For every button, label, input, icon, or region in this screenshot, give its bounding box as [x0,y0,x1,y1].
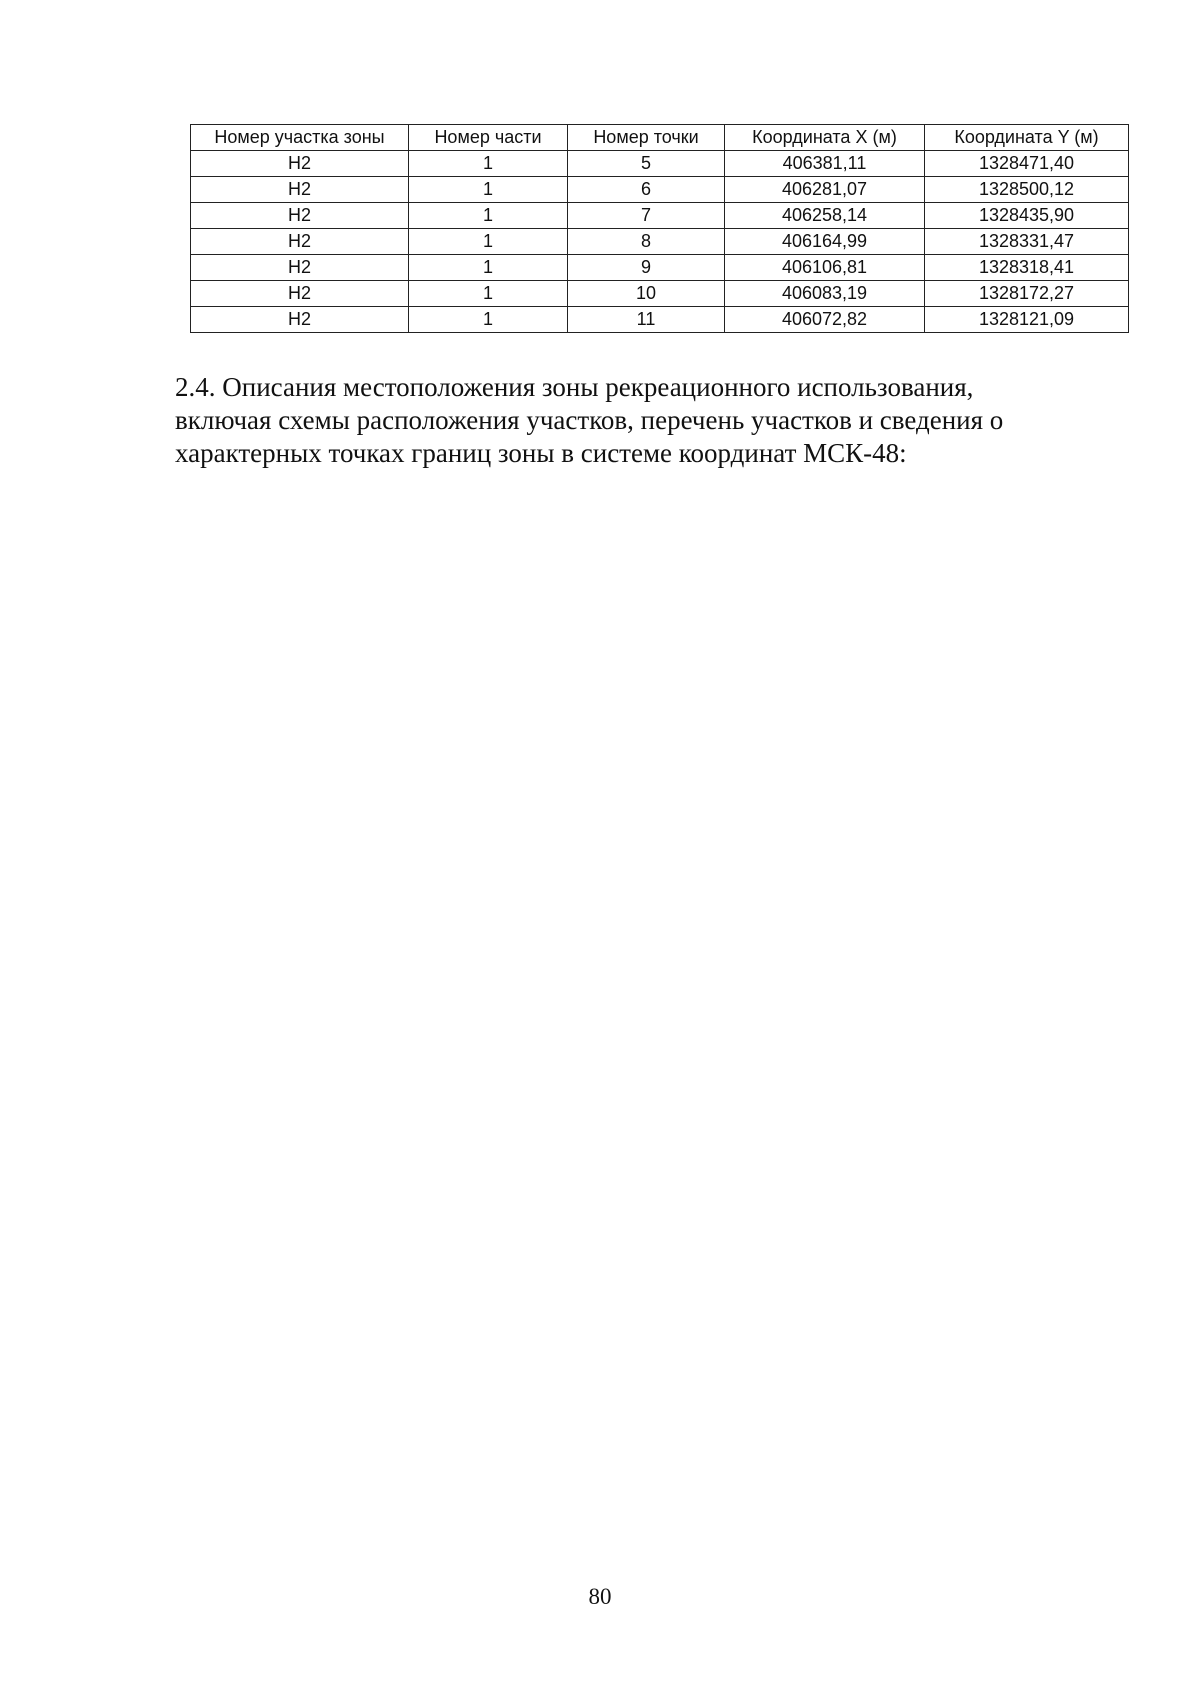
cell-point: 7 [568,203,725,229]
table-row [191,229,1129,255]
cell-point: 11 [568,307,725,333]
header-coordinate-x: Координата X (м) [725,125,925,151]
cell-point: 9 [568,255,725,281]
cell-coord-y: 1328471,40 [925,151,1129,177]
cell-coord-y: 1328435,90 [925,203,1129,229]
table-header [191,125,1129,151]
cell-coord-x: 406072,82 [725,307,925,333]
cell-zone-plot: Н2 [191,255,409,281]
cell-coord-y: 1328318,41 [925,255,1129,281]
table-row [191,151,1129,177]
cell-coord-x: 406164,99 [725,229,925,255]
table-header-row [191,125,1129,151]
header-part-number: Номер части [409,125,568,151]
cell-part: 1 [409,229,568,255]
cell-coord-y: 1328121,09 [925,307,1129,333]
cell-point: 5 [568,151,725,177]
cell-part: 1 [409,151,568,177]
header-zone-plot-number: Номер участка зоны [191,125,409,151]
cell-zone-plot: Н2 [191,281,409,307]
cell-zone-plot: Н2 [191,307,409,333]
cell-coord-x: 406381,11 [725,151,925,177]
section-paragraph [175,371,1105,470]
table-row [191,203,1129,229]
cell-zone-plot: Н2 [191,151,409,177]
cell-coord-x: 406281,07 [725,177,925,203]
section-line: 2.4. Описания местоположения зоны рекреационного использования, [175,372,974,402]
table-body [191,151,1129,333]
table-row [191,281,1129,307]
coordinates-table [190,124,1129,333]
table-row [191,307,1129,333]
cell-part: 1 [409,255,568,281]
cell-coord-y: 1328331,47 [925,229,1129,255]
cell-part: 1 [409,281,568,307]
cell-part: 1 [409,203,568,229]
cell-coord-x: 406083,19 [725,281,925,307]
header-coordinate-y: Координата Y (м) [925,125,1129,151]
cell-coord-x: 406106,81 [725,255,925,281]
cell-zone-plot: Н2 [191,203,409,229]
page-number: 80 [588,1584,612,1609]
cell-part: 1 [409,177,568,203]
cell-zone-plot: Н2 [191,177,409,203]
cell-point: 8 [568,229,725,255]
header-point-number: Номер точки [568,125,725,151]
cell-coord-y: 1328500,12 [925,177,1129,203]
cell-coord-y: 1328172,27 [925,281,1129,307]
cell-point: 6 [568,177,725,203]
cell-coord-x: 406258,14 [725,203,925,229]
table-row [191,177,1129,203]
cell-zone-plot: Н2 [191,229,409,255]
cell-point: 10 [568,281,725,307]
cell-part: 1 [409,307,568,333]
section-line: характерных точках границ зоны в системе координат МСК-48: [175,438,907,468]
section-line: включая схемы расположения участков, перечень участков и сведения о [175,405,1004,435]
table-row [191,255,1129,281]
